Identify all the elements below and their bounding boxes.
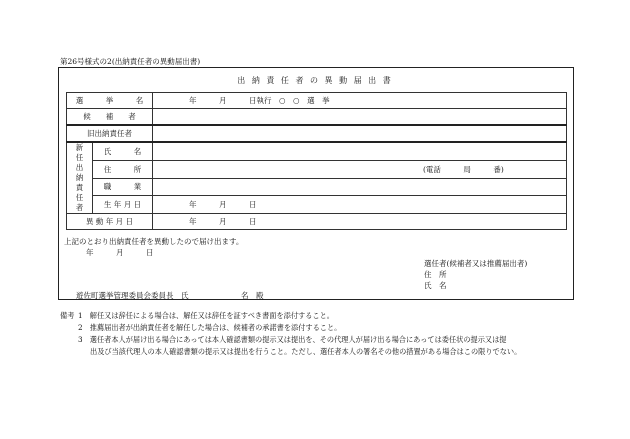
addressee: 遊佐町選挙管理委員会委員長 氏 名 殿 <box>76 291 264 300</box>
statement: 上記のとおり出納責任者を異動したので届け出ます。 <box>64 237 244 246</box>
date-line: 年 月 日 <box>86 248 154 257</box>
table-row <box>67 178 567 196</box>
submitter-name-label: 氏 名 <box>424 281 447 290</box>
change-date-value: 年 月 日 <box>153 214 567 230</box>
birthdate-label: 生 年 月 日 <box>93 196 153 214</box>
old-treasurer-label: 旧出納責任者 <box>67 125 153 142</box>
election-value: 年 月 日執行 ○ ○ 選 挙 <box>153 93 567 109</box>
note-item: 3 選任者本人が届け出る場合にあっては本人確認書類の提示又は提出を、その代理人が届け出る場合にあっては委任状の提示又は提 <box>78 335 507 344</box>
table-row <box>67 93 567 109</box>
table-row <box>67 196 567 214</box>
old-treasurer-field[interactable] <box>153 125 567 142</box>
address-field[interactable] <box>153 160 567 178</box>
notes-heading: 備考 <box>60 311 75 320</box>
table-row <box>67 109 567 126</box>
candidate-field[interactable] <box>153 109 567 126</box>
change-date-label: 異 動 年 月 日 <box>67 214 153 230</box>
table-row <box>67 160 567 178</box>
birthdate-value: 年 月 日 <box>153 196 567 214</box>
phone-value: (電話 局 番) <box>423 164 504 174</box>
table-row <box>67 125 567 142</box>
form-number: 第26号様式の2(出納責任者の異動届出書) <box>60 57 201 66</box>
table-row <box>67 214 567 230</box>
table-row <box>67 142 567 160</box>
name-field[interactable] <box>153 142 567 160</box>
election-label: 選 挙 名 <box>67 93 153 109</box>
form-table <box>66 92 567 230</box>
note-item: 1 解任又は辞任による場合は、解任又は辞任を証すべき書面を添付すること。 <box>78 311 334 320</box>
occupation-label: 職 業 <box>93 178 153 196</box>
occupation-field[interactable] <box>153 178 567 196</box>
note-item: 出及び当該代理人の本人確認書類の提示又は提出を行うこと。ただし、選任者本人の署名その他の措置がある場合はこの限りでない。 <box>90 347 522 356</box>
address-label: 住 所 <box>93 160 153 178</box>
page-title: 出 納 責 任 者 の 異 動 届 出 書 <box>237 76 393 85</box>
note-item: 2 推薦届出者が出納責任者を解任した場合は、候補者の承諾書を添付すること。 <box>78 323 342 332</box>
candidate-label: 候 補 者 <box>67 109 153 126</box>
submitter-address-label: 住 所 <box>424 270 447 279</box>
new-treasurer-label: 新任出納責任者 <box>67 142 93 214</box>
submitter-title: 選任者(候補者又は推薦届出者) <box>424 259 528 268</box>
name-label: 氏 名 <box>93 142 153 160</box>
